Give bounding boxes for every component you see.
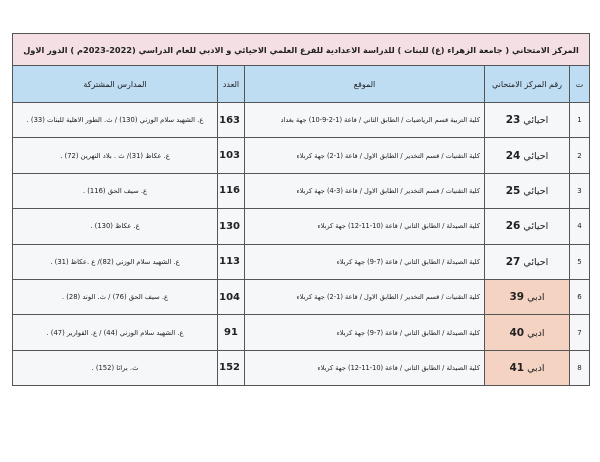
exam-centers-table (12, 33, 590, 386)
row-index: 6 (570, 279, 590, 314)
branch: ادبي (527, 292, 545, 304)
exam-center-cell (485, 315, 570, 350)
exam-center-cell (485, 279, 570, 314)
table-row (13, 173, 590, 208)
exam-center-cell (485, 209, 570, 244)
document-title: المركز الامتحاني ( جامعة الزهراء (ع) للبنات ) للدراسة الاعدادية للفرع العلمي الاحيائي و الادبي للعام الدراسي (2022-2023م ) الدور الاول (13, 34, 590, 66)
schools-cell: ع. سيف الحق (116) . (13, 173, 218, 208)
exam-center-cell (485, 244, 570, 279)
table-row (13, 209, 590, 244)
row-index: 4 (570, 209, 590, 244)
row-index: 7 (570, 315, 590, 350)
count-cell: 163 (218, 103, 245, 138)
center-number: 26 (505, 220, 521, 233)
row-index: 8 (570, 350, 590, 385)
count-cell: 113 (218, 244, 245, 279)
center-number: 39 (509, 291, 525, 304)
schools-cell: ع. الشهيد سلام الوزني (82)/ ع .عكاظ (31) . (13, 244, 218, 279)
location-cell: كلية التقنيات / قسم التخدير / الطابق الاول / قاعة (1-2) جهة كربلاء (245, 138, 485, 173)
location-cell: كلية التقنيات / قسم التخدير / الطابق الاول / قاعة (1-2) جهة كربلاء (245, 279, 485, 314)
location-cell: كلية الصيدلة / الطابق الثاني / قاعة (10-11-12) جهة كربلاء (245, 350, 485, 385)
center-number: 41 (509, 361, 525, 374)
header-index: ت (570, 66, 590, 103)
table-row (13, 244, 590, 279)
header-location: الموقع (245, 66, 485, 103)
location-cell: كلية التربية قسم الرياضيات / الطابق الثاني / قاعة (1-2-9-10) جهة بغداد (245, 103, 485, 138)
schools-cell: ع. الشهيد سلام الوزني (130) / ث. الطور الاهلية للبنات (33) . (13, 103, 218, 138)
exam-center-cell (485, 138, 570, 173)
branch: ادبي (527, 362, 545, 374)
row-index: 5 (570, 244, 590, 279)
location-cell: كلية الصيدلة / الطابق الثاني / قاعة (7-9) جهة كربلاء (245, 244, 485, 279)
center-number: 24 (505, 149, 521, 162)
exam-center-cell (485, 173, 570, 208)
center-number: 25 (505, 184, 521, 197)
center-number: 27 (505, 255, 521, 268)
table-row (13, 315, 590, 350)
row-index: 2 (570, 138, 590, 173)
location-cell: كلية الصيدلة / الطابق الثاني / قاعة (10-11-12) جهة كربلاء (245, 209, 485, 244)
header-schools: المدارس المشتركة (13, 66, 218, 103)
branch: ادبي (527, 327, 545, 339)
branch: احيائي (523, 256, 549, 268)
table-row (13, 103, 590, 138)
table-row (13, 279, 590, 314)
table-row (13, 138, 590, 173)
header-center: رقم المركز الامتحاني (485, 66, 570, 103)
header-count: العدد (218, 66, 245, 103)
table-row (13, 350, 590, 385)
branch: احيائي (523, 221, 549, 233)
title-row (13, 34, 590, 66)
exam-center-cell (485, 103, 570, 138)
schools-cell: ث. براثا (152) . (13, 350, 218, 385)
exam-center-cell (485, 350, 570, 385)
location-cell: كلية الصيدلة / الطابق الثاني / قاعة (7-9) جهة كربلاء (245, 315, 485, 350)
count-cell: 104 (218, 279, 245, 314)
count-cell: 116 (218, 173, 245, 208)
count-cell: 103 (218, 138, 245, 173)
schools-cell: ع. الشهيد سلام الوزني (44) / ع. القوارير (47) . (13, 315, 218, 350)
schools-cell: ع. عكاظ (31)/ ث . بلاد النهرين (72) . (13, 138, 218, 173)
schools-cell: ع. عكاظ (130) . (13, 209, 218, 244)
row-index: 3 (570, 173, 590, 208)
location-cell: كلية التقنيات / قسم التخدير / الطابق الاول / قاعة (3-4) جهة كربلاء (245, 173, 485, 208)
header-row (13, 66, 590, 103)
center-number: 23 (505, 114, 521, 127)
branch: احيائي (523, 115, 549, 127)
branch: احيائي (523, 185, 549, 197)
count-cell: 130 (218, 209, 245, 244)
row-index: 1 (570, 103, 590, 138)
center-number: 40 (509, 326, 525, 339)
branch: احيائي (523, 150, 549, 162)
count-cell: 91 (218, 315, 245, 350)
schools-cell: ع. سيف الحق (76) / ث. الوند (28) . (13, 279, 218, 314)
count-cell: 152 (218, 350, 245, 385)
